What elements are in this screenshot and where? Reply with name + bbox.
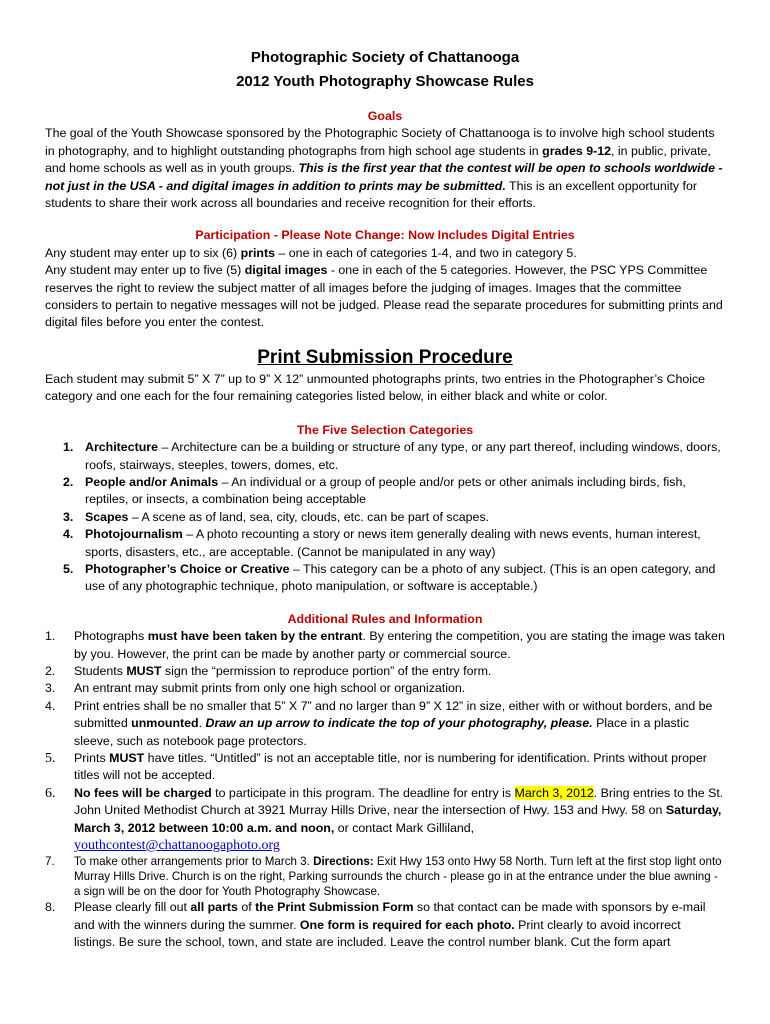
contact-email-link[interactable]: youthcontest@chattanoogaphoto.org <box>74 838 280 854</box>
print-procedure-text: Each student may submit 5” X 7” up to 9” X 12” unmounted photographs prints, two entries in the Photographer’s Choice category and one each for the four remaining categories listed below, in either black and white or color. <box>45 371 706 404</box>
goals-paragraph: The goal of the Youth Showcase sponsored by the Photographic Society of Chattanooga is to involve high school students in photography, and to highlight outstanding photographs from high school age students in grades 9-12, in public, private, and home schools as well as in youth groups. This is the first year that the contest will be open to schools worldwide - not just in the USA - and digital images in addition to prints may be submitted. This is an excellent opportunity for students to share their work across all boundaries and receive recognition for their efforts. <box>45 126 723 211</box>
list-item: 3. Scapes – A scene as of land, sea, city, clouds, etc. can be part of scapes. <box>63 509 490 524</box>
page-title-line2: 2012 Youth Photography Showcase Rules <box>236 73 534 90</box>
document-page <box>45 46 725 952</box>
deadline-highlight: March 3, 2012 <box>514 785 594 800</box>
rule-item: 5. Prints MUST have titles. “Untitled” is not an acceptable title, nor is numbering for identification. Prints without proper titles will not be accepted. <box>45 751 707 783</box>
rule-item: 8. Please clearly fill out all parts of the Print Submission Form so that contact can be made with sponsors by e-mail and with the winners during the summer. One form is required for each photo. Print clearly to avoid incorrect listings. Be sure the school, town, and state are included. Leave the control number blank. Cut the form apart <box>45 900 706 950</box>
rule-item: 7. To make other arrangements prior to March 3. Directions: Exit Hwy 153 onto Hwy 58 North. Turn left at the first stop light onto Murray Hills Drive. Church is on the right, Parking surrounds the church - please go in at the entrance under the blue awning - a sign will be on the door for Youth Photography Showcase. <box>45 855 722 899</box>
list-item: 4. Photojournalism – A photo recounting a story or news item generally dealing with news events, human interest, sports, disasters, etc., are acceptable. (Cannot be manipulated in any way) <box>63 527 701 559</box>
participation-line1: Any student may enter up to six (6) prints – one in each of categories 1-4, and two in category 5. <box>45 245 577 260</box>
participation-line2: Any student may enter up to five (5) digital images - one in each of the 5 categories. However, the PSC YPS Committee reserves the right to review the subject matter of all images before the judging of images. Images that the committee considers to pertain to negative messages will not be judged. Please read the separate procedures for submitting prints and digital files before you enter the contest. <box>45 263 723 330</box>
rule-item: 4. Print entries shall be no smaller that 5” X 7” and no larger than 9” X 12” in size, either with or without borders, and be submitted unmounted. Draw an up arrow to indicate the top of your photography, please. Place in a plastic sleeve, such as notebook page protectors. <box>45 698 713 748</box>
goals-heading: Goals <box>367 109 403 123</box>
rule-item: 2. Students MUST sign the “permission to reproduce portion” of the entry form. <box>45 663 492 678</box>
rule-item: 3. An entrant may submit prints from only one high school or organization. <box>45 681 466 696</box>
rule-item: 1. Photographs must have been taken by the entrant. By entering the competition, you are stating the image was taken by you. However, the print can be made by another party or commercial source. <box>45 629 725 661</box>
list-item: 5. Photographer’s Choice or Creative – This category can be a photo of any subject. (This is an open category, and use of any photographic technique, photo manipulation, or software is acceptable.) <box>63 561 716 594</box>
rule-item: 6. No fees will be charged to participate in this program. The deadline for entry is March 3, 2012. Bring entries to the St. John United Methodist Church at 3921 Murray Hills Drive, near the intersection of Hwy. 153 and Hwy. 58 on Saturday, March 3, 2012 between 10:00 a.m. and noon, or contact Mark Gilliland, youthcontest@chattanoogaphoto.org <box>45 785 724 854</box>
page-title-line1: Photographic Society of Chattanooga <box>250 49 520 66</box>
rules-list <box>45 628 725 952</box>
list-item: 2. People and/or Animals – An individual or a group of people and/or pets or other animals including birds, fish, reptiles, or insects, a combination being acceptable <box>63 474 686 507</box>
categories-list <box>45 439 725 596</box>
participation-heading: Participation - Please Note Change: Now Includes Digital Entries <box>195 228 575 243</box>
categories-heading: The Five Selection Categories <box>296 422 474 437</box>
rules-heading: Additional Rules and Information <box>287 611 483 626</box>
print-procedure-heading: Print Submission Procedure <box>257 346 513 368</box>
list-item: 1. Architecture – Architecture can be a building or structure of any type, or any part thereof, including windows, doors, roofs, stairways, steeples, towers, domes, etc. <box>63 440 721 472</box>
